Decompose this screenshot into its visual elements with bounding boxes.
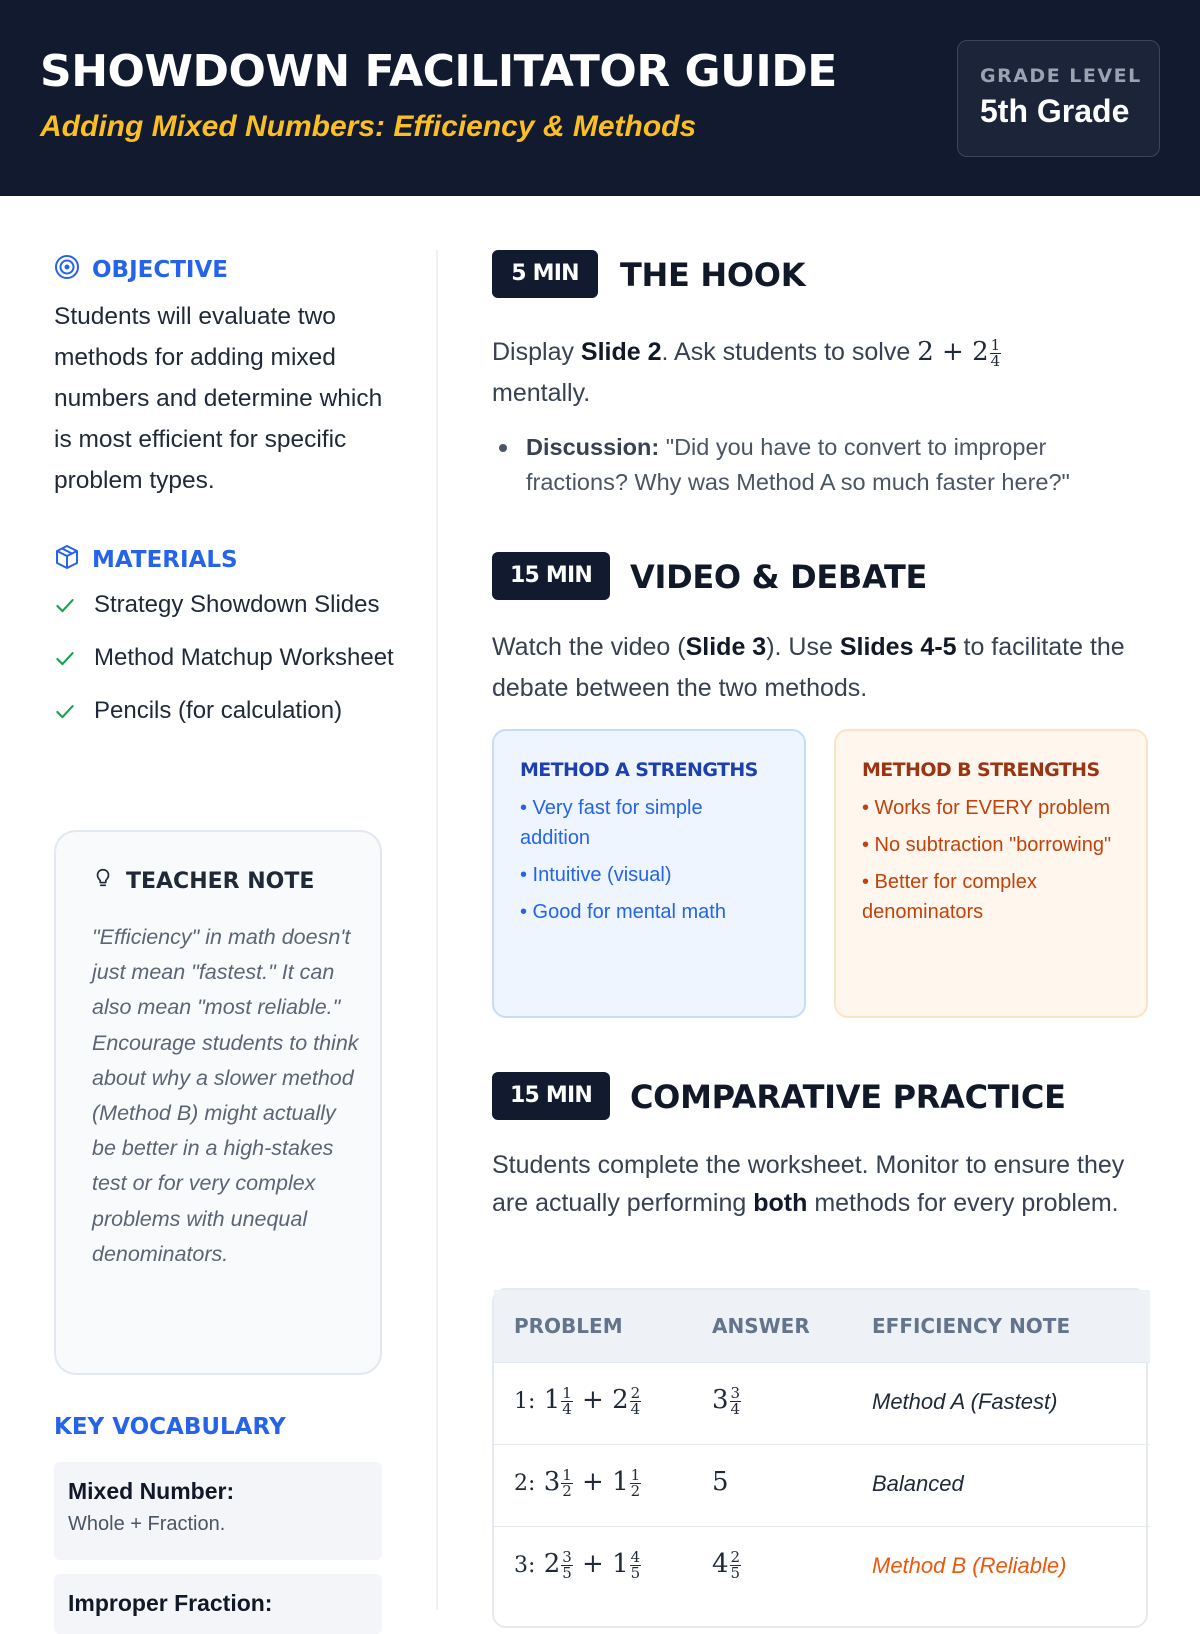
hook-text: Display — [492, 338, 581, 366]
numerator: 3 — [730, 1383, 741, 1402]
target-icon — [54, 254, 80, 286]
list-item: • Very fast for simple addition — [520, 797, 703, 849]
numerator: 1 — [990, 335, 1001, 354]
section-title-hook: THE HOOK — [620, 256, 806, 294]
math-expression — [917, 335, 1002, 370]
answer-cell — [712, 1549, 742, 1581]
vocabulary-term: Mixed Number: — [68, 1478, 235, 1504]
fraction — [990, 335, 1002, 370]
page-header — [0, 0, 1200, 196]
numerator: 4 — [630, 1547, 641, 1566]
math-whole: 2 + 2 — [917, 337, 989, 367]
table-header — [494, 1290, 1150, 1362]
teacher-note-heading — [92, 867, 314, 895]
lightbulb-icon — [92, 867, 114, 895]
problem-label: 1: — [514, 1389, 536, 1414]
fraction — [730, 1383, 742, 1418]
objective-heading-label: OBJECTIVE — [92, 257, 228, 283]
table-row — [494, 1444, 1150, 1526]
vocabulary-definition: Whole + Fraction. — [68, 1513, 226, 1535]
grade-level-value: 5th Grade — [980, 93, 1130, 129]
discussion-bullet — [498, 430, 1138, 500]
list-item — [54, 588, 394, 627]
check-icon — [54, 641, 80, 680]
video-text: to facilitate the debate between the two methods. — [492, 633, 1125, 702]
discussion-text: "Did you have to convert to improper fractions? Why was Method A so much faster here?" — [526, 434, 1070, 495]
slide-reference: Slide 2 — [580, 338, 662, 366]
hook-text: . Ask students to solve — [661, 338, 918, 366]
objective-heading — [54, 254, 228, 286]
vocabulary-card — [54, 1574, 382, 1634]
column-divider — [436, 250, 438, 1610]
teacher-note-heading-label: TEACHER NOTE — [126, 868, 315, 894]
math-whole: 1 — [612, 1467, 629, 1497]
practice-text: Students complete the worksheet. Monitor to ensure they are actually performing — [492, 1151, 1125, 1217]
table-row — [494, 1526, 1150, 1608]
column-header: ANSWER — [712, 1314, 810, 1338]
hook-text: mentally. — [492, 379, 591, 407]
math-whole: 1 — [543, 1385, 561, 1415]
table-row — [494, 1362, 1150, 1444]
fraction — [561, 1383, 573, 1418]
fraction — [630, 1383, 642, 1418]
fraction — [730, 1547, 742, 1582]
time-badge: 15 MIN — [492, 552, 610, 600]
objective-text: Students will evaluate two methods for adding mixed numbers and determine which is most efficient for specific problem types. — [54, 303, 383, 494]
list-item — [54, 694, 394, 733]
material-label: Strategy Showdown Slides — [94, 591, 380, 618]
answer-cell — [712, 1385, 742, 1417]
page-subtitle: Adding Mixed Numbers: Efficiency & Methods — [40, 110, 697, 143]
list-item: • Better for complex denominators — [862, 871, 1037, 923]
slide-reference: Slide 3 — [685, 633, 767, 661]
discussion-label: Discussion: — [526, 434, 660, 460]
numerator: 1 — [562, 1383, 572, 1402]
slide-reference: Slides 4-5 — [839, 633, 957, 661]
math-whole: 2 — [543, 1549, 561, 1579]
practice-text: methods for every problem. — [807, 1189, 1119, 1217]
materials-heading — [54, 544, 238, 576]
problem-cell: 3: 2 $\frac{3}{5}$ + 1 $\frac{4}{5}$ — [514, 1547, 641, 1582]
answer-table — [492, 1288, 1148, 1628]
denominator: 2 — [630, 1481, 641, 1500]
time-badge: 5 MIN — [492, 250, 598, 298]
denominator: 4 — [630, 1399, 641, 1418]
numerator: 1 — [630, 1465, 641, 1484]
page-title: SHOWDOWN FACILITATOR GUIDE — [40, 46, 837, 97]
fraction — [630, 1465, 642, 1500]
problem-cell: 1: 1 $\frac{1}{4}$ + 2 $\frac{2}{4}$ — [514, 1383, 641, 1418]
method-b-card — [834, 729, 1148, 1018]
time-badge: 15 MIN — [492, 1072, 610, 1120]
materials-heading-label: MATERIALS — [92, 547, 238, 573]
material-label: Pencils (for calculation) — [94, 697, 343, 724]
grade-level-label: GRADE LEVEL — [980, 65, 1142, 87]
math-whole: 3 — [543, 1467, 561, 1497]
vocabulary-card — [54, 1462, 382, 1560]
efficiency-note: Balanced — [872, 1471, 964, 1496]
problem-label: 3: — [514, 1553, 536, 1578]
video-text: ). Use — [766, 633, 840, 661]
fraction — [630, 1547, 642, 1582]
method-a-card — [492, 729, 806, 1018]
denominator: 5 — [562, 1563, 572, 1582]
answer-cell — [712, 1467, 729, 1497]
section-title-video: VIDEO & DEBATE — [630, 558, 928, 596]
method-b-title: METHOD B STRENGTHS — [862, 759, 1100, 781]
numerator: 3 — [562, 1547, 572, 1566]
denominator: 4 — [990, 351, 1001, 370]
check-icon — [54, 694, 80, 733]
numerator: 2 — [730, 1547, 741, 1566]
column-header: EFFICIENCY NOTE — [872, 1314, 1071, 1338]
teacher-note-text: "Efficiency" in math doesn't just mean "fastest." It can also mean "most reliable." Encourage students to think about why a slower method (Method B) might actually be better in a high-stakes test or for very complex problems with unequal denominators. — [92, 925, 359, 1266]
problem-label: 2: — [514, 1471, 536, 1496]
fraction — [561, 1465, 573, 1500]
materials-list — [54, 588, 394, 747]
emphasis-text: both — [753, 1189, 808, 1217]
section-title-practice: COMPARATIVE PRACTICE — [630, 1078, 1066, 1116]
list-item: • Intuitive (visual) — [520, 864, 672, 886]
list-item — [54, 641, 394, 680]
box-icon — [54, 544, 80, 576]
check-icon — [54, 588, 80, 627]
denominator: 4 — [730, 1399, 741, 1418]
vocabulary-heading: KEY VOCABULARY — [54, 1414, 286, 1440]
list-item: • Good for mental math — [520, 901, 726, 923]
hook-instructions — [492, 332, 1152, 414]
math-whole: 3 — [712, 1385, 729, 1415]
efficiency-note: Method B (Reliable) — [872, 1553, 1067, 1578]
list-item: • Works for EVERY problem — [862, 797, 1111, 819]
practice-instructions — [492, 1146, 1152, 1222]
fraction — [561, 1547, 573, 1582]
list-item: • No subtraction "borrowing" — [862, 834, 1112, 856]
math-whole: 2 — [612, 1385, 629, 1415]
video-instructions — [492, 627, 1152, 709]
teacher-note-card — [54, 830, 382, 1375]
efficiency-note: Method A (Fastest) — [872, 1389, 1058, 1414]
math-whole: 1 — [612, 1549, 629, 1579]
grade-level-box — [957, 40, 1160, 157]
denominator: 2 — [562, 1481, 572, 1500]
column-header: PROBLEM — [514, 1314, 623, 1338]
numerator: 2 — [630, 1383, 641, 1402]
method-a-title: METHOD A STRENGTHS — [520, 759, 758, 781]
denominator: 5 — [630, 1563, 641, 1582]
math-whole: 4 — [712, 1549, 729, 1579]
numerator: 1 — [562, 1465, 572, 1484]
math-whole: 5 — [712, 1467, 729, 1497]
denominator: 4 — [562, 1399, 572, 1418]
problem-cell: 2: 3 $\frac{1}{2}$ + 1 $\frac{1}{2}$ — [514, 1465, 641, 1500]
material-label: Method Matchup Worksheet — [94, 644, 394, 671]
denominator: 5 — [730, 1563, 741, 1582]
video-text: Watch the video ( — [492, 633, 686, 661]
vocabulary-term: Improper Fraction: — [68, 1590, 273, 1616]
